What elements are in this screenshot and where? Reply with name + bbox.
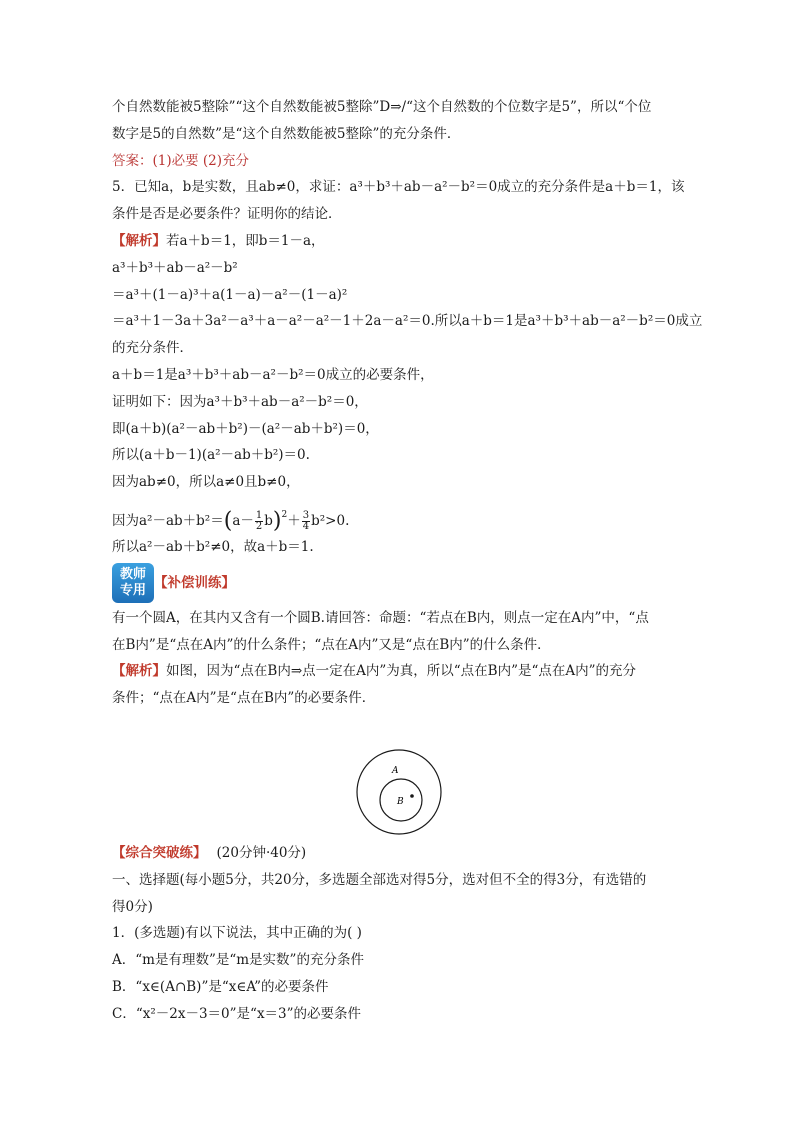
section-header [112, 840, 684, 867]
text-line: 条件；“点在A内”是“点在B内”的必要条件． [112, 690, 376, 707]
text-line: 所以a²－ab＋b²≠0，故a＋b＝1. [112, 538, 314, 555]
nested-circles-figure [355, 749, 445, 835]
text-line: 因为ab≠0，所以a≠0且b≠0， [112, 474, 300, 491]
math-line: ＝a³＋(1－a)³＋a(1－a)－a²－(1－a)² [112, 286, 348, 303]
solution-text: 如图，因为“点在B内⇒点一定在A内”为真，所以“点在B内”是“点在A内”的充分 [166, 663, 637, 680]
text-line: 有一个圆A，在其内又含有一个圆B.请回答：命题：“若点在B内，则点一定在A内”中，“点 [112, 609, 649, 626]
text-line: 数字是5的自然数”是“这个自然数能被5整除”的充分条件． [112, 125, 461, 142]
solution-start [112, 658, 684, 685]
numerator: 3 [302, 509, 310, 521]
question-1: 1．(多选题)有以下说法，其中正确的为( ) [112, 925, 362, 942]
text-line: a＋b＝1是a³＋b³＋ab－a²－b²＝0成立的必要条件， [112, 366, 434, 383]
document-page [112, 94, 703, 1028]
time-note: (20分钟·40分) [216, 844, 307, 861]
math-text: b²>0. [311, 512, 350, 529]
point-dot [410, 794, 414, 798]
jiexi-tag: 【解析】 [112, 663, 166, 680]
math-text: 因为a²－ab＋b²＝ [112, 512, 224, 529]
denominator: 2 [255, 520, 263, 532]
math-text: a－ [232, 512, 254, 529]
answer-line: 答案：(1)必要 (2)充分 [112, 152, 250, 169]
solution-start [112, 228, 684, 255]
label-a: A [392, 766, 399, 776]
math-text: b [264, 512, 273, 529]
question-5-cont: 条件是否是必要条件？证明你的结论． [112, 206, 342, 223]
label-b: B [397, 797, 404, 807]
numerator: 1 [255, 509, 263, 521]
text-line: 得0分) [112, 898, 153, 915]
compensation-header [112, 561, 684, 605]
badge-text: 专用 [119, 583, 146, 599]
right-paren: ) [272, 508, 282, 534]
text-line: 在B内”是“点在A内”的什么条件；“点在A内”又是“点在B内”的什么条件． [112, 636, 551, 653]
question-5: 5．已知a，b是实数，且ab≠0，求证：a³＋b³＋ab－a²－b²＝0成立的充分条件是a＋b＝1，该 [112, 179, 685, 196]
jiexi-tag: 【解析】 [112, 232, 166, 249]
buchang-tag: 【补偿训练】 [154, 574, 235, 591]
text-line: 的充分条件． [112, 340, 193, 357]
fraction-half [255, 511, 263, 532]
math-line-fraction [112, 496, 684, 534]
math-text: ＋ [287, 512, 301, 529]
option-c: C．“x²－2x－3＝0”是“x＝3”的必要条件 [112, 1005, 362, 1022]
math-line: 所以(a＋b－1)(a²－ab＋b²)＝0. [112, 447, 310, 464]
badge-text: 教师 [119, 567, 146, 583]
denominator: 4 [302, 520, 310, 532]
option-a: A．“m是有理数”是“m是实数”的充分条件 [112, 952, 364, 969]
left-paren: ( [223, 508, 233, 534]
teacher-only-badge-icon [112, 563, 154, 603]
text-line: 一、选择题(每小题5分，共20分，多选题全部选对得5分，选对但不全的得3分，有选错的 [112, 871, 647, 888]
fraction-three-quarters [302, 511, 310, 532]
exponent: 2 [281, 509, 288, 520]
solution-text: 若a＋b＝1，即b＝1－a， [166, 232, 325, 249]
math-line: a³＋b³＋ab－a²－b² [112, 259, 238, 276]
text-line: 证明如下：因为a³＋b³＋ab－a²－b²＝0， [112, 393, 368, 410]
option-b: B．“x∈(A∩B)”是“x∈A”的必要条件 [112, 978, 329, 995]
math-line: 即(a＋b)(a²－ab＋b²)－(a²－ab＋b²)＝0， [112, 420, 379, 437]
text-line: 个自然数能被5整除”“这个自然数能被5整除”D⇒/“这个自然数的个位数字是5”，所以“个位 [112, 99, 652, 115]
math-line: ＝a³＋1－3a＋3a²－a³＋a－a²－a²－1＋2a－a²＝0.所以a＋b＝1是a³＋b³＋ab－a²－b²＝0成立 [112, 313, 703, 330]
zonghe-tag: 【综合突破练】 [112, 844, 207, 861]
